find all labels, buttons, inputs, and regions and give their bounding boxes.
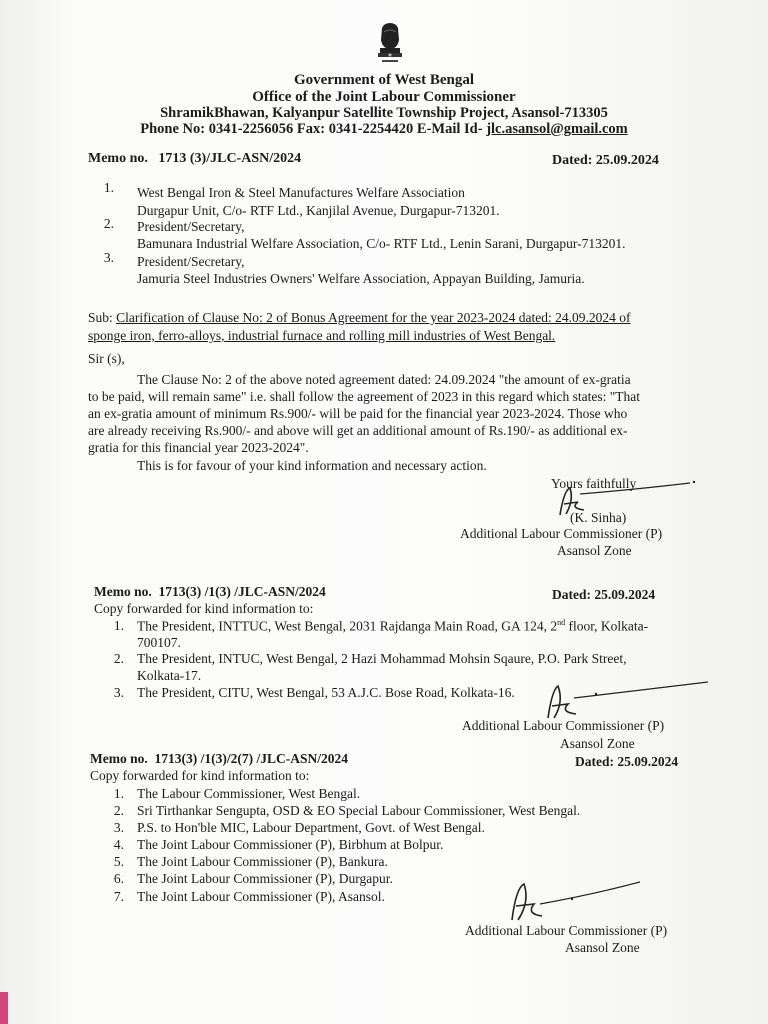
memo3-item: The Joint Labour Commissioner (P), Birbhum at Bolpur. [137, 837, 444, 852]
recipient-number: 1. [103, 180, 114, 195]
header-email-link[interactable]: jlc.asansol@gmail.com [486, 121, 628, 137]
memo2-intro: Copy forwarded for kind information to: [94, 601, 314, 616]
memo2-item-1-line2: 700107. [137, 635, 181, 650]
list-number: 3. [113, 820, 124, 835]
recipient-1-line1: West Bengal Iron & Steel Manufactures Welfare Association [137, 185, 465, 200]
memo2-item-2-line2: Kolkata-17. [137, 668, 202, 683]
signer-designation: Additional Labour Commissioner (P) [460, 526, 663, 541]
body-line: to be paid, will remain same" i.e. shall follow the agreement of 2023 in this regard which states: "That [88, 389, 640, 404]
signer-zone: Asansol Zone [557, 543, 632, 558]
recipient-3-line2: Jamuria Steel Industries Owners' Welfare Association, Appayan Building, Jamuria. [137, 271, 585, 286]
memo-label-text: Memo no. [94, 584, 152, 599]
memo2-item-2-line1: The President, INTUC, West Bengal, 2 Hazi Mohammad Mohsin Sqaure, P.O. Park Street, [137, 651, 627, 666]
item-text: The President, INTTUC, West Bengal, 2031 Rajdanga Main Road, GA 124, 2 [137, 618, 558, 634]
body-line: gratia for this financial year 2023-2024". [88, 440, 309, 455]
salutation: Sir (s), [88, 351, 125, 366]
list-number: 2. [113, 651, 124, 666]
memo3-designation: Additional Labour Commissioner (P) [465, 923, 668, 938]
memo3-item: The Joint Labour Commissioner (P), Durgapur. [137, 871, 393, 886]
memo2-item-1-line1 [137, 618, 648, 635]
memo1-number: 1713 (3)/JLC-ASN/2024 [158, 151, 302, 166]
memo3-item: P.S. to Hon'ble MIC, Labour Department, Govt. of West Bengal. [137, 820, 485, 835]
signature-memo3 [500, 876, 650, 926]
memo3-item: The Joint Labour Commissioner (P), Asansol. [137, 889, 385, 904]
memo3-intro: Copy forwarded for kind information to: [90, 768, 310, 783]
memo1-label [88, 151, 301, 167]
list-number: 1. [113, 786, 124, 801]
item-text: floor, Kolkata- [565, 618, 649, 634]
memo3-zone: Asansol Zone [565, 940, 640, 955]
memo1-date: Dated: 25.09.2024 [552, 153, 659, 168]
memo2-date: Dated: 25.09.2024 [552, 587, 656, 602]
page-edge-marker [0, 992, 8, 1024]
header-government: Government of West Bengal [293, 72, 475, 88]
memo3-label [90, 751, 348, 767]
memo-label-text: Memo no. [88, 151, 148, 166]
header-office: Office of the Joint Labour Commissioner [252, 89, 516, 105]
signature-memo2 [530, 674, 720, 724]
memo2-designation: Additional Labour Commissioner (P) [462, 718, 665, 733]
subject-label: Sub: [88, 310, 113, 325]
recipient-2-line1: President/Secretary, [137, 219, 245, 234]
memo2-label [94, 584, 326, 600]
body-line: are already receiving Rs.900/- and above will get an additional amount of Rs.190/- as additional ex- [88, 423, 628, 438]
list-number: 1. [113, 618, 124, 633]
closing-line: This is for favour of your kind information and necessary action. [137, 458, 487, 473]
list-number: 2. [113, 803, 124, 818]
header-address: ShramikBhawan, Kalyanpur Satellite Township Project, Asansol-713305 [160, 105, 608, 121]
list-number: 6. [113, 871, 124, 886]
recipient-2-line2: Bamunara Industrial Welfare Association, C/o- RTF Ltd., Lenin Sarani, Durgapur-713201. [137, 236, 626, 251]
recipient-1-line2: Durgapur Unit, C/o- RTF Ltd., Kanjilal Avenue, Durgapur-713201. [137, 203, 500, 218]
recipient-number: 3. [103, 250, 114, 265]
list-number: 4. [113, 837, 124, 852]
body-line: The Clause No: 2 of the above noted agreement dated: 24.09.2024 "the amount of ex-gratia [137, 372, 631, 387]
memo2-zone: Asansol Zone [560, 736, 635, 751]
signer-name: (K. Sinha) [570, 510, 627, 525]
state-emblem-icon [372, 22, 408, 70]
header-phone-fax: Phone No: 0341-2256056 Fax: 0341-2254420 E-Mail Id- [140, 121, 487, 137]
memo3-item: The Labour Commissioner, West Bengal. [137, 786, 361, 801]
subject-text-line2: sponge iron, ferro-alloys, industrial furnace and rolling mill industries of West Bengal. [88, 328, 556, 343]
list-number: 5. [113, 854, 124, 869]
yours-faithfully: Yours faithfully [551, 476, 637, 491]
list-number: 3. [113, 685, 124, 700]
memo3-date: Dated: 25.09.2024 [575, 754, 679, 769]
body-line: an ex-gratia amount of minimum Rs.900/- will be paid for the financial year 2023-2024. Those who [88, 406, 628, 421]
memo3-number: 1713(3) /1(3)/2(7) /JLC-ASN/2024 [154, 751, 348, 766]
recipient-number: 2. [103, 216, 114, 231]
memo2-item-3-line1: The President, CITU, West Bengal, 53 A.J.C. Bose Road, Kolkata-16. [137, 685, 515, 700]
list-number: 7. [113, 889, 124, 904]
memo2-number: 1713(3) /1(3) /JLC-ASN/2024 [158, 584, 326, 599]
subject-text-line1: Clarification of Clause No: 2 of Bonus Agreement for the year 2023-2024 dated: 24.09.2024 of [116, 310, 631, 325]
subject [88, 310, 631, 326]
header-contact [0, 121, 768, 138]
memo-label-text: Memo no. [90, 751, 148, 766]
recipient-3-line1: President/Secretary, [137, 254, 245, 269]
item-superscript: nd [557, 618, 566, 627]
memo3-item: The Joint Labour Commissioner (P), Bankura. [137, 854, 388, 869]
memo3-item: Sri Tirthankar Sengupta, OSD & EO Special Labour Commissioner, West Bengal. [137, 803, 581, 818]
